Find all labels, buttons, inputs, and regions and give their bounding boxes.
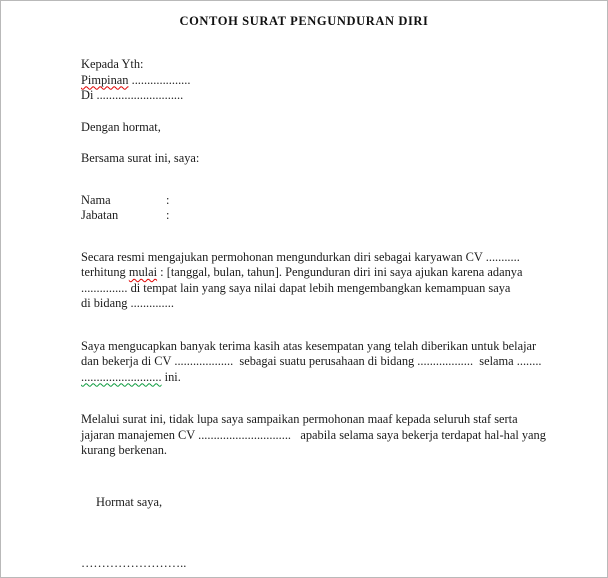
paragraph-gratitude-line-3 (81, 370, 577, 386)
spellcheck-word-mulai: mulai (128, 265, 158, 279)
paragraph-resignation-line-2-post: : [tanggal, bulan, tahun]. Pengunduran diri ini saya ajukan karena adanya (157, 265, 523, 279)
recipient-block (81, 57, 577, 104)
paragraph-gratitude-line-1: Saya mengucapkan banyak terima kasih atas kesempatan yang telah diberikan untuk belajar (81, 338, 537, 353)
document-title: CONTOH SURAT PENGUNDURAN DIRI (179, 14, 429, 28)
grammar-marked-dots: .......................... (81, 369, 162, 384)
identity-fields (81, 193, 577, 224)
paragraph-resignation-line-4: di bidang .............. (81, 296, 174, 310)
spellcheck-word-pimpinan: Pimpinan (81, 72, 129, 87)
recipient-line-di: Di ............................ (81, 88, 184, 102)
paragraph-apology-line-2: jajaran manajemen CV .............................. apabila selama saya bekerja terdapat hal-hal yang (81, 427, 546, 442)
field-jabatan-colon: : (166, 208, 170, 222)
paragraph-resignation-line-2-pre: terhitung (81, 265, 129, 279)
salutation: Dengan hormat, (81, 119, 161, 134)
closing-salutation: Hormat saya, (96, 494, 163, 509)
paragraph-gratitude-line-2: dan bekerja di CV ................... sebagai suatu perusahaan di bidang .................. selama ........ (81, 354, 542, 368)
letter-body (1, 57, 607, 572)
paragraph-apology (81, 412, 577, 459)
recipient-line-pimpinan (81, 73, 577, 89)
paragraph-gratitude-line-3-post: ini. (161, 369, 181, 384)
field-jabatan-label: Jabatan (81, 208, 119, 222)
paragraph-apology-line-3: kurang berkenan. (81, 443, 168, 457)
field-jabatan (81, 208, 577, 224)
paragraph-resignation-line-2 (81, 265, 577, 281)
field-nama-colon: : (166, 192, 170, 207)
paragraph-apology-line-1: Melalui surat ini, tidak lupa saya sampaikan permohonan maaf kepada seluruh staf serta (81, 412, 518, 426)
recipient-pimpinan-dots: ................... (128, 72, 191, 87)
field-nama-label: Nama (81, 192, 111, 207)
recipient-line-kepada: Kepada Yth: (81, 57, 144, 71)
paragraph-resignation-line-3: ............... di tempat lain yang saya nilai dapat lebih mengembangkan kemampuan saya (81, 280, 511, 295)
paragraph-gratitude (81, 339, 577, 386)
signature-dotted-line: …………………….. (81, 556, 187, 570)
field-nama (81, 193, 577, 209)
paragraph-resignation (81, 250, 577, 312)
intro-line: Bersama surat ini, saya: (81, 151, 200, 165)
paragraph-resignation-line-1: Secara resmi mengajukan permohonan mengundurkan diri sebagai karyawan CV ........... (81, 249, 520, 264)
